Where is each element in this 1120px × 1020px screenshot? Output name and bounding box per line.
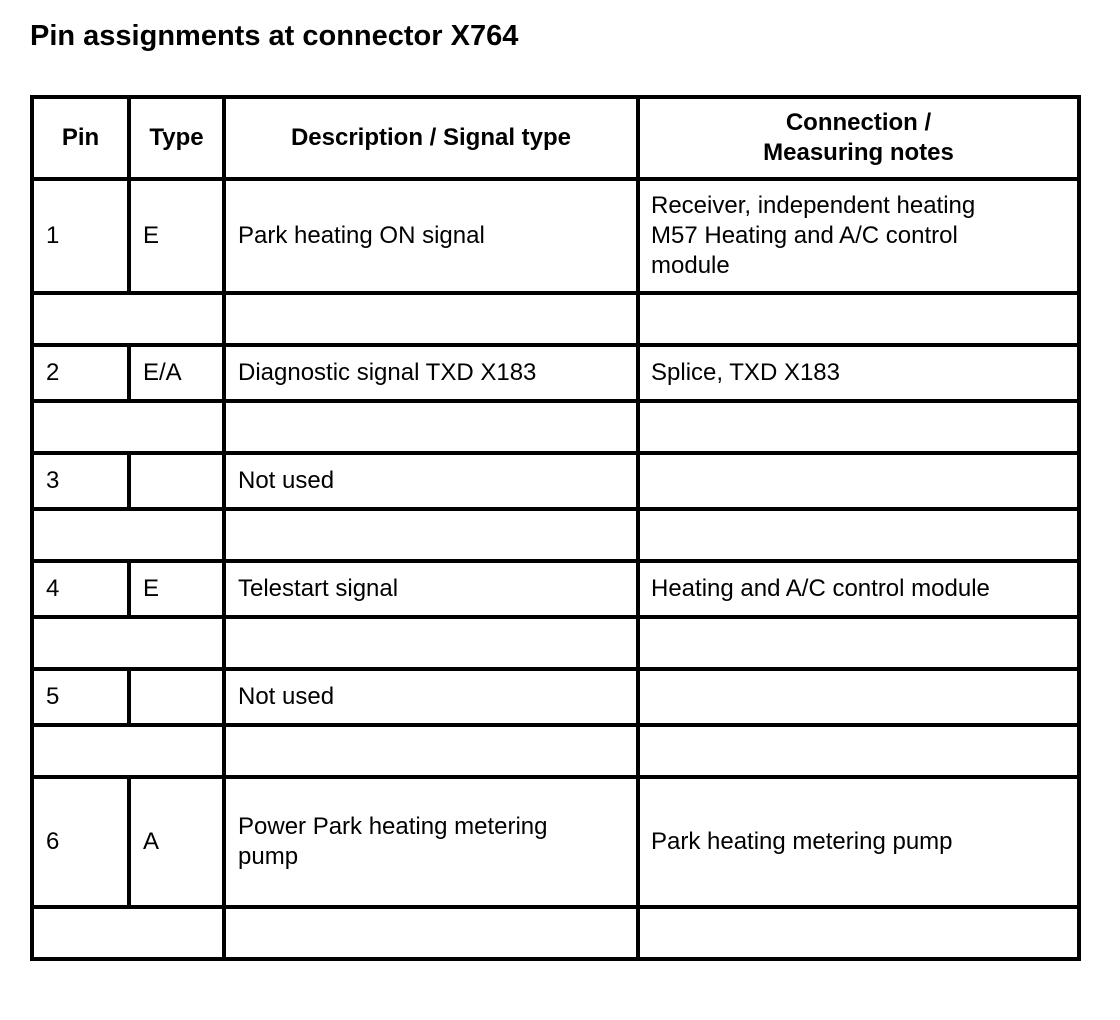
spacer-row (32, 293, 1079, 345)
spacer-cell (638, 401, 1079, 453)
table-row (32, 179, 1079, 293)
spacer-cell (638, 725, 1079, 777)
pin-number: 3 (32, 453, 129, 509)
spacer-cell (224, 907, 638, 959)
spacer-row (32, 907, 1079, 959)
spacer-cell (638, 293, 1079, 345)
pin-type: E (129, 179, 224, 293)
spacer-cell (32, 725, 224, 777)
pin-number: 4 (32, 561, 129, 617)
pin-connection (638, 179, 1079, 293)
description-line: pump (238, 843, 299, 870)
spacer-cell (224, 293, 638, 345)
header-connection-line-1: Connection / (785, 109, 932, 136)
pin-description: Diagnostic signal TXD X183 (224, 345, 638, 401)
pin-type: A (129, 777, 224, 907)
table-row (32, 669, 1079, 725)
pin-type: E/A (129, 345, 224, 401)
connection-line: Receiver, independent heating (651, 192, 976, 219)
spacer-cell (32, 617, 224, 669)
spacer-cell (32, 907, 224, 959)
table-row (32, 453, 1079, 509)
connection-line: module (651, 252, 730, 279)
spacer-cell (32, 401, 224, 453)
pin-assignment-table (30, 95, 1081, 961)
spacer-cell (638, 509, 1079, 561)
spacer-cell (638, 617, 1079, 669)
table-row (32, 561, 1079, 617)
description-line: Power Park heating metering (238, 813, 548, 840)
spacer-row (32, 401, 1079, 453)
pin-connection: Park heating metering pump (638, 777, 1079, 907)
spacer-row (32, 617, 1079, 669)
pin-connection: Heating and A/C control module (638, 561, 1079, 617)
pin-connection: Splice, TXD X183 (638, 345, 1079, 401)
connection-line: M57 Heating and A/C control (651, 222, 958, 249)
spacer-cell (32, 509, 224, 561)
header-type: Type (129, 97, 224, 179)
spacer-cell (224, 509, 638, 561)
pin-connection (638, 669, 1079, 725)
pin-number: 6 (32, 777, 129, 907)
pin-number: 2 (32, 345, 129, 401)
pin-description: Not used (224, 669, 638, 725)
pin-number: 1 (32, 179, 129, 293)
pin-type (129, 453, 224, 509)
page-title: Pin assignments at connector X764 (30, 20, 519, 52)
spacer-cell (224, 725, 638, 777)
pin-connection (638, 453, 1079, 509)
pin-description: Telestart signal (224, 561, 638, 617)
table-row (32, 777, 1079, 907)
table-row (32, 345, 1079, 401)
pin-description: Not used (224, 453, 638, 509)
spacer-cell (32, 293, 224, 345)
pin-number: 5 (32, 669, 129, 725)
header-connection-line-2: Measuring notes (763, 139, 954, 166)
header-description: Description / Signal type (224, 97, 638, 179)
spacer-row (32, 725, 1079, 777)
pin-type: E (129, 561, 224, 617)
table-header-row (32, 97, 1079, 179)
spacer-row (32, 509, 1079, 561)
spacer-cell (638, 907, 1079, 959)
header-pin: Pin (32, 97, 129, 179)
pin-description: Park heating ON signal (224, 179, 638, 293)
spacer-cell (224, 617, 638, 669)
pin-type (129, 669, 224, 725)
header-connection (638, 97, 1079, 179)
spacer-cell (224, 401, 638, 453)
pin-description (224, 777, 638, 907)
